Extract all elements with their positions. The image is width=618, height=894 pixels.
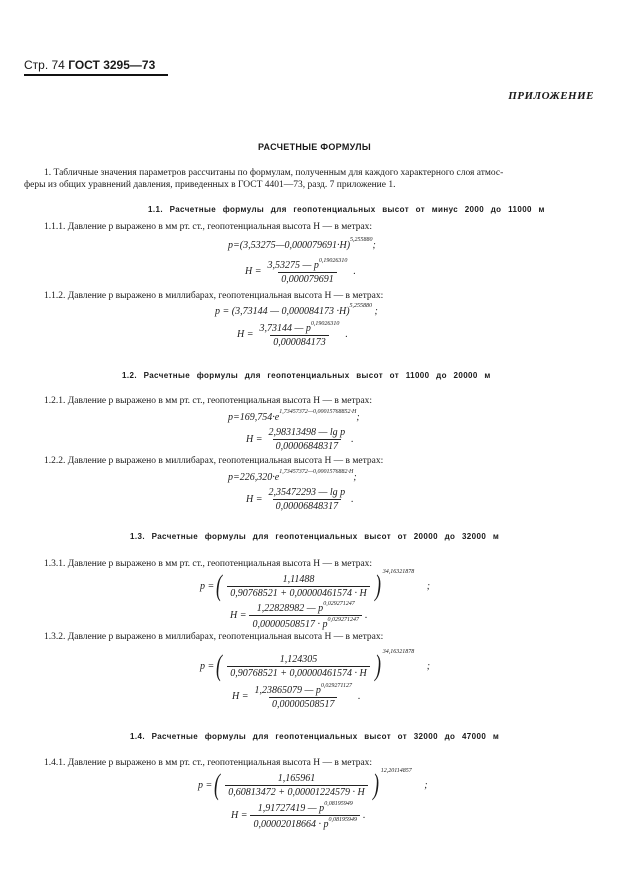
denominator: 0,00006848317	[273, 499, 342, 512]
section-heading-1-1: 1.1. Расчетные формулы для геопотенциальных высот от минус 2000 до 11000 м	[148, 205, 545, 214]
left-paren: (	[216, 649, 223, 682]
header-rule	[24, 74, 168, 76]
formula-p-1-3-2	[200, 651, 430, 681]
numerator: 1,22828982 — p	[256, 603, 324, 614]
formula-lhs: H =	[232, 691, 249, 702]
formula-end: ;	[426, 580, 431, 592]
appendix-label: ПРИЛОЖЕНИЕ	[508, 90, 594, 102]
formula-end: ;	[353, 472, 357, 483]
fraction	[227, 654, 369, 679]
fraction	[249, 601, 362, 630]
formula-p-1-1-1	[228, 237, 376, 251]
numerator: 1,124305	[279, 653, 318, 665]
formula-p-1-1-2	[215, 303, 378, 317]
fraction	[227, 574, 369, 599]
formula-p-1-4-1	[198, 770, 428, 800]
formula-base: 226,320·e	[239, 472, 280, 483]
formula-exponent: 12,20114857	[380, 768, 412, 774]
paragraph-1-3-1: 1.3.1. Давление p выражено в мм рт. ст., геопотенциальная высота H — в метрах:	[44, 559, 373, 569]
formula-h-1-4-1	[231, 801, 365, 830]
formula-end: .	[364, 610, 368, 621]
numerator: 1,165961	[277, 772, 316, 784]
numerator: 2,98313498 — lg p	[268, 427, 346, 438]
right-paren: )	[374, 569, 381, 602]
formula-base: (3,53275—0,000079691·H)	[239, 240, 351, 251]
numerator: 3,73144 — p	[259, 323, 311, 334]
fraction	[250, 801, 360, 830]
formula-h-1-1-2	[237, 321, 348, 348]
formula-end: ;	[356, 412, 360, 423]
numerator: 3,53275 — p	[267, 260, 319, 271]
denominator-exponent: 0,08195949	[328, 817, 357, 823]
formula-lhs: p =	[198, 779, 213, 791]
numerator: 2,35472293 — lg p	[268, 487, 346, 498]
section-heading-1-4: 1.4. Расчетные формулы для геопотенциальных высот от 32000 до 47000 м	[130, 732, 500, 741]
formula-exponent: 34,16321878	[382, 649, 415, 655]
paragraph-1-1-2: 1.1.2. Давление p выражено в миллибарах, геопотенциальная высота H — в метрах:	[44, 291, 384, 301]
denominator: 0,000084173	[270, 335, 329, 348]
formula-lhs: p=	[228, 472, 240, 483]
page-header	[24, 58, 155, 72]
formula-h-1-2-2	[246, 487, 354, 512]
denominator: 0,90768521 + 0,00000461574 · H	[227, 666, 369, 679]
formula-base: 169,754·e	[239, 412, 280, 423]
formula-exponent: 1,73457372—0,00015768852·H	[279, 409, 357, 415]
formula-lhs: p =	[215, 306, 230, 317]
paragraph-1-2-2: 1.2.2. Давление p выражено в миллибарах, геопотенциальная высота H — в метрах:	[44, 456, 384, 466]
section-heading-1-3: 1.3. Расчетные формулы для геопотенциальных высот от 20000 до 32000 м	[130, 532, 500, 541]
denominator: 0,90768521 + 0,00000461574 · H	[227, 586, 369, 599]
denominator: 0,000079691	[278, 272, 337, 285]
denominator: 0,00006848317	[273, 439, 342, 452]
formula-lhs: H =	[245, 266, 262, 277]
intro-line-2: феры из общих уравнений давления, приведенных в ГОСТ 4401—73, разд. 7 приложение 1.	[24, 180, 396, 190]
intro-line-1: 1. Табличные значения параметров рассчитаны по формулам, полученным для каждого характерного слоя атмос-	[44, 168, 504, 178]
formula-exponent: 1,73457372—0,0001576882·H	[279, 469, 354, 475]
paragraph-1-4-1: 1.4.1. Давление p выражено в мм рт. ст., геопотенциальная высота H — в метрах:	[44, 758, 373, 768]
numerator: 1,11488	[282, 573, 315, 585]
formula-end: .	[353, 266, 356, 277]
formula-p-1-2-2	[228, 469, 357, 483]
formula-lhs: H =	[246, 434, 263, 445]
denominator: 0,00000508517 · p	[252, 619, 328, 630]
numerator-exponent: 0,029271127	[320, 683, 352, 689]
formula-end: .	[351, 434, 354, 445]
paragraph-1-3-2: 1.3.2. Давление p выражено в миллибарах, геопотенциальная высота H — в метрах:	[44, 632, 384, 642]
page-number: Стр. 74	[24, 58, 65, 72]
denominator: 0,00000508517	[269, 697, 338, 710]
fraction	[265, 427, 348, 452]
paragraph-1-1-1: 1.1.1. Давление p выражено в мм рт. ст., геопотенциальная высота H — в метрах:	[44, 222, 373, 232]
left-paren: (	[216, 569, 223, 602]
numerator-exponent: 0,19026310	[310, 321, 340, 327]
denominator: 0,00002018664 · p	[253, 819, 329, 830]
formula-lhs: H =	[231, 810, 248, 821]
right-paren: )	[374, 649, 381, 682]
fraction	[256, 321, 342, 348]
formula-lhs: H =	[237, 329, 254, 340]
formula-p-1-3-1	[200, 571, 430, 601]
fraction	[251, 683, 354, 710]
formula-base: (3,73144 — 0,000084173 ·H)	[231, 306, 350, 317]
numerator-exponent: 0,19026310	[318, 258, 348, 264]
paragraph-1-2-1: 1.2.1. Давление p выражено в мм рт. ст., геопотенциальная высота H — в метрах:	[44, 396, 373, 406]
numerator: 1,23865079 — p	[254, 685, 321, 696]
section-heading-1-2: 1.2. Расчетные формулы для геопотенциальных высот от 11000 до 20000 м	[122, 371, 491, 380]
formula-end: .	[351, 494, 354, 505]
formula-end: ;	[374, 306, 378, 317]
right-paren: )	[372, 768, 379, 801]
numerator-exponent: 0,08195949	[324, 801, 353, 807]
denominator-exponent: 0,029271247	[327, 617, 359, 623]
fraction	[225, 773, 367, 798]
formula-end: ;	[372, 240, 376, 251]
formula-exponent: 34,16321878	[382, 569, 415, 575]
numerator-exponent: 0,029271247	[323, 601, 355, 607]
numerator: 1,91727419 — p	[257, 803, 325, 814]
formula-exponent: 5,255880	[349, 303, 373, 309]
formula-lhs: p =	[200, 580, 215, 592]
formula-h-1-3-1	[230, 601, 367, 630]
formula-h-1-2-1	[246, 427, 354, 452]
formula-lhs: H =	[230, 610, 247, 621]
formula-h-1-3-2	[232, 683, 360, 710]
denominator: 0,60813472 + 0,00001224579 · H	[225, 785, 367, 798]
formula-p-1-2-1	[228, 409, 360, 423]
formula-end: ;	[426, 660, 431, 672]
formula-end: .	[345, 329, 348, 340]
formula-lhs: p =	[200, 660, 215, 672]
fraction	[265, 487, 348, 512]
formula-lhs: H =	[246, 494, 263, 505]
fraction	[264, 258, 350, 285]
formula-lhs: p=	[228, 240, 240, 251]
left-paren: (	[214, 768, 221, 801]
standard-number: ГОСТ 3295—73	[68, 58, 156, 72]
page-title: РАСЧЕТНЫЕ ФОРМУЛЫ	[258, 142, 371, 152]
formula-exponent: 5,255880	[350, 237, 373, 243]
formula-end: ;	[424, 779, 428, 791]
formula-end: .	[362, 810, 366, 821]
formula-lhs: p=	[228, 412, 240, 423]
formula-end: .	[357, 691, 361, 702]
formula-h-1-1-1	[245, 258, 356, 285]
